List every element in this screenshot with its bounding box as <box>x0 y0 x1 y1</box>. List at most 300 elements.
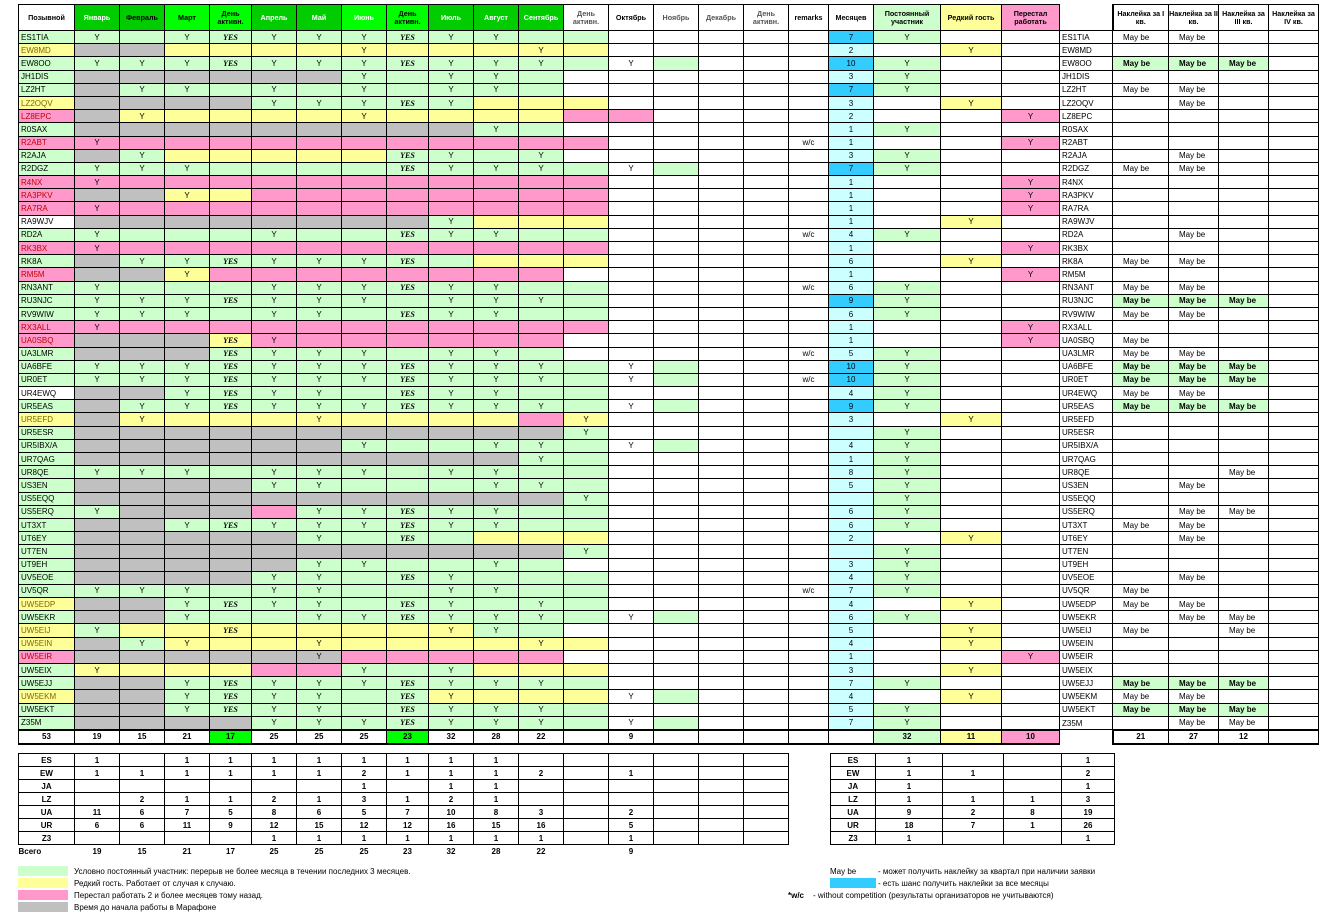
month-cell: Y <box>252 360 297 373</box>
month-cell: Y <box>252 703 297 716</box>
month-cell <box>165 215 210 228</box>
callsign-cell: LZ2HT <box>19 83 75 96</box>
month-cell <box>744 466 789 479</box>
prefix-value <box>120 832 165 845</box>
legend-wc-label: *w/c <box>788 891 805 900</box>
month-cell: Y <box>429 664 474 677</box>
month-cell <box>519 466 564 479</box>
month-cell <box>210 611 252 624</box>
permanent-cell <box>874 44 941 57</box>
month-cell <box>519 281 564 294</box>
month-cell <box>744 558 789 571</box>
month-cell <box>654 347 699 360</box>
month-cell <box>609 545 654 558</box>
sticker-cell <box>1219 123 1269 136</box>
month-cell <box>429 439 474 452</box>
prefix-value <box>75 780 120 793</box>
prefix-value <box>699 806 744 819</box>
month-cell <box>654 31 699 44</box>
month-cell <box>75 96 120 109</box>
callsign-cell: UW5EKT <box>19 703 75 716</box>
month-cell: Y <box>429 624 474 637</box>
sticker-cell <box>1113 228 1169 241</box>
callsign-repeat-cell: RU3NJC <box>1060 294 1113 307</box>
month-cell: Y <box>474 716 519 730</box>
sticker-cell: May be <box>1169 532 1219 545</box>
sticker-cell <box>1219 637 1269 650</box>
rare-guest-cell <box>941 426 1002 439</box>
callsign-cell: UT9EH <box>19 558 75 571</box>
month-cell: YES <box>210 624 252 637</box>
callsign-repeat-cell: US3EN <box>1060 479 1113 492</box>
sticker-cell: May be <box>1169 703 1219 716</box>
prefix-total-row <box>19 845 789 858</box>
permanent-cell: Y <box>874 347 941 360</box>
months-count-cell: 5 <box>829 703 874 716</box>
remarks-cell <box>789 255 829 268</box>
month-cell <box>609 149 654 162</box>
sticker-cell <box>1219 413 1269 426</box>
sticker-cell <box>1113 558 1169 571</box>
permanent-cell: Y <box>874 387 941 400</box>
month-cell <box>342 162 387 175</box>
sticker-cell <box>1269 294 1319 307</box>
month-cell <box>387 334 429 347</box>
prefix-value <box>654 832 699 845</box>
month-cell: Y <box>120 584 165 597</box>
permanent-cell: Y <box>874 307 941 320</box>
sticker-cell <box>1219 189 1269 202</box>
month-cell <box>744 505 789 518</box>
legend-wc-text: - without competition (результаты организаторов не учитываются) <box>813 891 1054 900</box>
month-cell <box>387 413 429 426</box>
month-cell: Y <box>429 83 474 96</box>
month-cell: Y <box>609 162 654 175</box>
sticker-cell <box>1269 650 1319 663</box>
prefix-value <box>564 780 609 793</box>
month-cell <box>297 162 342 175</box>
month-cell: Y <box>165 31 210 44</box>
prefix2-value: 19 <box>1062 806 1115 819</box>
month-cell <box>699 123 744 136</box>
month-cell <box>654 492 699 505</box>
sticker-cell <box>1113 70 1169 83</box>
prefix-value: 1 <box>252 754 297 767</box>
sticker-cell <box>1169 664 1219 677</box>
month-cell <box>699 426 744 439</box>
callsign-repeat-cell: UR5IBX/A <box>1060 439 1113 452</box>
total-sticker: 27 <box>1169 730 1219 744</box>
prefix2-value: 1 <box>876 793 943 806</box>
month-cell <box>474 96 519 109</box>
month-cell <box>609 202 654 215</box>
stopped-cell <box>1002 57 1060 70</box>
callsign-repeat-cell: UT3XT <box>1060 518 1113 531</box>
month-cell <box>297 215 342 228</box>
sticker-cell <box>1269 44 1319 57</box>
prefix-value: 5 <box>342 806 387 819</box>
header-cell: Наклейка за II кв. <box>1169 5 1219 31</box>
callsign-cell: UA3LMR <box>19 347 75 360</box>
table-row <box>19 268 1319 281</box>
permanent-cell: Y <box>874 518 941 531</box>
prefix-total-value <box>654 845 699 858</box>
month-cell: Y <box>429 400 474 413</box>
month-cell <box>342 307 387 320</box>
sticker-cell <box>1269 703 1319 716</box>
month-cell <box>342 149 387 162</box>
prefix-value: 1 <box>165 793 210 806</box>
prefix-value <box>609 754 654 767</box>
prefix-value <box>699 780 744 793</box>
remarks-cell <box>789 307 829 320</box>
month-cell <box>342 413 387 426</box>
month-cell: Y <box>165 611 210 624</box>
prefix2-value <box>943 754 1004 767</box>
callsign-cell: RA9WJV <box>19 215 75 228</box>
stopped-cell <box>1002 637 1060 650</box>
month-cell <box>252 123 297 136</box>
month-cell <box>699 492 744 505</box>
month-cell <box>342 387 387 400</box>
sticker-cell <box>1113 136 1169 149</box>
callsign-repeat-cell: R0SAX <box>1060 123 1113 136</box>
month-cell <box>429 532 474 545</box>
month-cell <box>519 492 564 505</box>
month-cell <box>744 242 789 255</box>
table-row <box>19 571 1319 584</box>
month-cell <box>654 466 699 479</box>
prefix-value: 1 <box>252 767 297 780</box>
callsign-repeat-cell: LZ2HT <box>1060 83 1113 96</box>
month-cell <box>252 162 297 175</box>
table-row <box>19 334 1319 347</box>
month-cell <box>699 162 744 175</box>
stopped-cell <box>1002 70 1060 83</box>
prefix2-label: UR <box>831 819 876 832</box>
month-cell <box>744 334 789 347</box>
rare-guest-cell <box>941 558 1002 571</box>
sticker-cell <box>1269 373 1319 386</box>
month-cell: Y <box>75 664 120 677</box>
month-cell <box>654 162 699 175</box>
month-cell <box>165 664 210 677</box>
sticker-cell <box>1269 664 1319 677</box>
month-cell <box>210 479 252 492</box>
permanent-cell <box>874 664 941 677</box>
month-cell <box>699 545 744 558</box>
rare-guest-cell <box>941 307 1002 320</box>
month-cell <box>609 136 654 149</box>
header-cell: Апрель <box>252 5 297 31</box>
month-cell <box>654 268 699 281</box>
month-cell <box>609 228 654 241</box>
month-cell <box>744 202 789 215</box>
header-cell: Наклейка за III кв. <box>1219 5 1269 31</box>
month-cell <box>654 255 699 268</box>
remarks-cell <box>789 518 829 531</box>
month-cell: Y <box>165 57 210 70</box>
month-cell: YES <box>387 387 429 400</box>
callsign-cell: UT7EN <box>19 545 75 558</box>
month-cell <box>564 598 609 611</box>
total-months-count <box>829 730 874 744</box>
rare-guest-cell <box>941 334 1002 347</box>
callsign-cell: RM5M <box>19 268 75 281</box>
callsign-cell: UR0ET <box>19 373 75 386</box>
month-cell: Y <box>519 637 564 650</box>
callsign-cell: LZ8EPC <box>19 110 75 123</box>
month-cell: Y <box>297 373 342 386</box>
month-cell <box>564 228 609 241</box>
month-cell: Y <box>252 373 297 386</box>
table-row <box>19 44 1319 57</box>
month-cell <box>210 70 252 83</box>
remarks-cell <box>789 215 829 228</box>
months-count-cell: 1 <box>829 242 874 255</box>
callsign-repeat-cell: RX3ALL <box>1060 321 1113 334</box>
month-cell: YES <box>387 703 429 716</box>
table-row <box>19 83 1319 96</box>
month-cell <box>699 518 744 531</box>
month-cell: Y <box>342 96 387 109</box>
prefix2-value: 1 <box>876 754 943 767</box>
callsign-repeat-cell: US5EQQ <box>1060 492 1113 505</box>
months-count-cell: 3 <box>829 70 874 83</box>
rare-guest-cell <box>941 202 1002 215</box>
month-cell <box>699 189 744 202</box>
month-cell <box>699 110 744 123</box>
month-cell: Y <box>429 215 474 228</box>
table-row <box>19 321 1319 334</box>
total-month: 17 <box>210 730 252 744</box>
month-cell <box>744 532 789 545</box>
sticker-cell <box>1113 453 1169 466</box>
month-cell <box>75 532 120 545</box>
month-cell: Y <box>297 716 342 730</box>
month-cell <box>210 492 252 505</box>
month-cell: YES <box>387 57 429 70</box>
rare-guest-cell: Y <box>941 215 1002 228</box>
sticker-cell <box>1219 334 1269 347</box>
month-cell: YES <box>387 360 429 373</box>
header-cell: Май <box>297 5 342 31</box>
month-cell: Y <box>429 57 474 70</box>
month-cell <box>744 373 789 386</box>
month-cell <box>519 624 564 637</box>
sticker-cell <box>1169 70 1219 83</box>
callsign-cell: UW5EJJ <box>19 677 75 690</box>
month-cell: YES <box>387 518 429 531</box>
month-cell <box>474 110 519 123</box>
month-cell <box>744 439 789 452</box>
month-cell <box>474 149 519 162</box>
permanent-cell <box>874 215 941 228</box>
legend-gray-text: Время до начала работы в Марафоне <box>74 903 217 912</box>
month-cell <box>210 110 252 123</box>
sticker-cell: May be <box>1113 518 1169 531</box>
sticker-cell: May be <box>1169 96 1219 109</box>
month-cell <box>165 334 210 347</box>
remarks-cell: w/c <box>789 136 829 149</box>
permanent-cell <box>874 136 941 149</box>
table-row <box>19 690 1319 703</box>
sticker-cell: May be <box>1219 716 1269 730</box>
months-count-cell: 7 <box>829 584 874 597</box>
month-cell <box>654 294 699 307</box>
month-cell <box>165 110 210 123</box>
prefix-total-value <box>744 845 789 858</box>
month-cell <box>252 558 297 571</box>
month-cell <box>75 123 120 136</box>
month-cell <box>654 453 699 466</box>
sticker-cell: May be <box>1113 400 1169 413</box>
prefix-value <box>252 780 297 793</box>
callsign-cell: UR5EFD <box>19 413 75 426</box>
month-cell: Y <box>120 110 165 123</box>
month-cell <box>120 96 165 109</box>
month-cell <box>342 268 387 281</box>
month-cell: Y <box>252 400 297 413</box>
month-cell <box>564 215 609 228</box>
total-month <box>744 730 789 744</box>
legend-maybe-label: May be <box>830 867 857 876</box>
month-cell: YES <box>387 400 429 413</box>
month-cell: YES <box>387 690 429 703</box>
month-cell <box>609 321 654 334</box>
month-cell <box>75 571 120 584</box>
remarks-cell <box>789 703 829 716</box>
month-cell <box>474 690 519 703</box>
month-cell: Y <box>120 413 165 426</box>
month-cell <box>699 571 744 584</box>
permanent-cell: Y <box>874 373 941 386</box>
month-cell <box>519 242 564 255</box>
prefix2-label: LZ <box>831 793 876 806</box>
month-cell: Y <box>429 571 474 584</box>
month-cell: Y <box>474 31 519 44</box>
sticker-cell <box>1269 149 1319 162</box>
month-cell <box>120 387 165 400</box>
header-cell: Март <box>165 5 210 31</box>
prefix-value: 1 <box>297 793 342 806</box>
month-cell <box>297 439 342 452</box>
month-cell <box>387 176 429 189</box>
remarks-cell <box>789 479 829 492</box>
month-cell <box>564 202 609 215</box>
sticker-cell <box>1269 466 1319 479</box>
month-cell <box>75 479 120 492</box>
prefix2-value <box>943 832 1004 845</box>
month-cell: Y <box>564 426 609 439</box>
callsign-cell: US5ERQ <box>19 505 75 518</box>
months-count-cell: 2 <box>829 532 874 545</box>
header-cell: Месяцев <box>829 5 874 31</box>
month-cell: Y <box>429 611 474 624</box>
callsign-cell: RV9WIW <box>19 307 75 320</box>
callsign-repeat-cell: UR7QAG <box>1060 453 1113 466</box>
month-cell <box>609 413 654 426</box>
month-cell: YES <box>210 400 252 413</box>
month-cell <box>744 611 789 624</box>
month-cell <box>75 334 120 347</box>
month-cell <box>699 360 744 373</box>
month-cell <box>252 664 297 677</box>
month-cell <box>744 453 789 466</box>
total-remarks <box>789 730 829 744</box>
stopped-cell <box>1002 281 1060 294</box>
sticker-cell <box>1269 611 1319 624</box>
table-row <box>19 664 1319 677</box>
month-cell <box>744 400 789 413</box>
remarks-cell <box>789 149 829 162</box>
month-cell <box>165 347 210 360</box>
permanent-cell: Y <box>874 479 941 492</box>
month-cell <box>654 215 699 228</box>
month-cell: Y <box>297 532 342 545</box>
sticker-cell <box>1219 426 1269 439</box>
month-cell <box>474 202 519 215</box>
prefix-value: 1 <box>609 767 654 780</box>
month-cell <box>387 347 429 360</box>
month-cell <box>297 426 342 439</box>
month-cell <box>744 281 789 294</box>
prefix2-row <box>831 754 1115 767</box>
prefix-value: 7 <box>387 806 429 819</box>
month-cell <box>429 44 474 57</box>
month-cell: Y <box>252 96 297 109</box>
month-cell <box>699 453 744 466</box>
month-cell <box>609 189 654 202</box>
rare-guest-cell <box>941 110 1002 123</box>
month-cell <box>744 598 789 611</box>
month-cell <box>474 215 519 228</box>
month-cell <box>744 215 789 228</box>
prefix-value <box>210 780 252 793</box>
prefix-value: 1 <box>429 780 474 793</box>
remarks-cell <box>789 334 829 347</box>
remarks-cell <box>789 426 829 439</box>
month-cell <box>342 598 387 611</box>
month-cell: Y <box>297 387 342 400</box>
month-cell: Y <box>297 31 342 44</box>
sticker-cell <box>1269 228 1319 241</box>
prefix-value <box>519 793 564 806</box>
total-gap <box>1060 730 1113 744</box>
month-cell <box>654 439 699 452</box>
month-cell <box>252 532 297 545</box>
month-cell <box>387 439 429 452</box>
month-cell: Y <box>519 294 564 307</box>
table-row <box>19 650 1319 663</box>
month-cell: Y <box>75 176 120 189</box>
stopped-cell <box>1002 44 1060 57</box>
month-cell <box>654 189 699 202</box>
prefix-total-value: 23 <box>403 846 412 856</box>
prefix2-value <box>1004 832 1062 845</box>
month-cell: Y <box>342 255 387 268</box>
month-cell <box>297 176 342 189</box>
month-cell <box>564 505 609 518</box>
prefix-row <box>19 819 789 832</box>
months-count-cell: 6 <box>829 611 874 624</box>
month-cell: Y <box>165 83 210 96</box>
month-cell <box>654 400 699 413</box>
rare-guest-cell <box>941 677 1002 690</box>
month-cell <box>519 228 564 241</box>
month-cell <box>744 57 789 70</box>
month-cell: Y <box>252 716 297 730</box>
